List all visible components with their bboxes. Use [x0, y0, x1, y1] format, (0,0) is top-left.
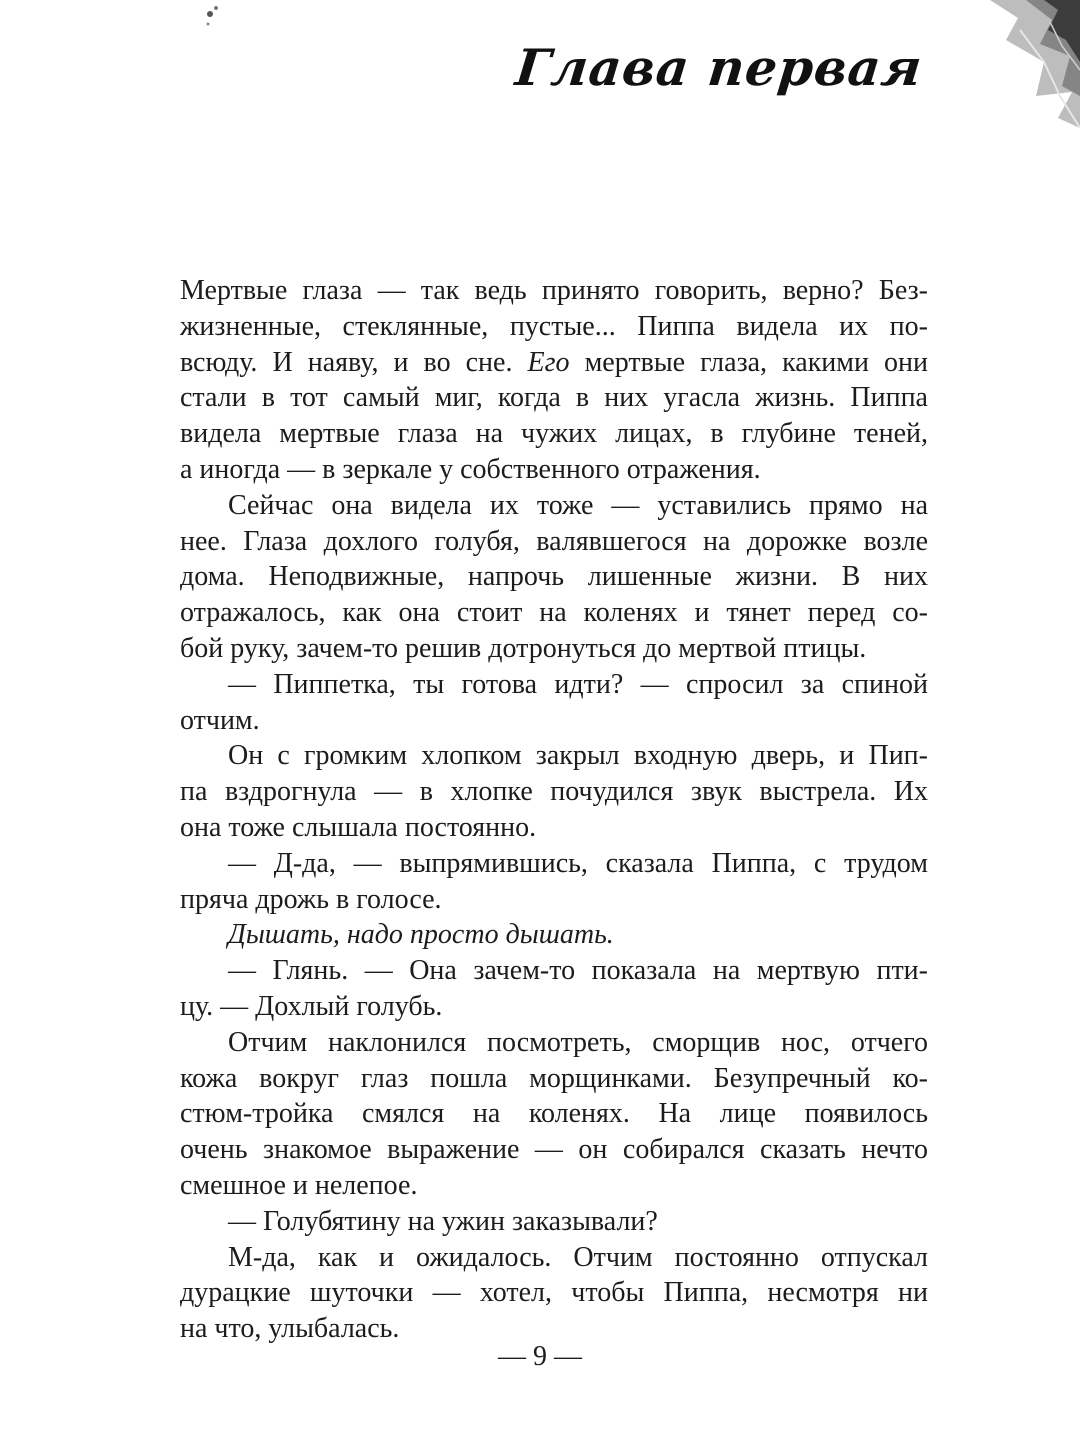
text-line: а иногда — в зеркале у собственного отражения. — [180, 453, 761, 485]
text-line: кожа вокруг глаз пошла морщинками. Безупречный ко- — [180, 1062, 928, 1094]
text-line: всюду. И наяву, и во сне. Его мертвые глаза, какими они — [180, 346, 929, 378]
text-line: Мертвые глаза — так ведь принято говорить, верно? Без- — [180, 275, 928, 306]
text-line: — Голубятину на ужин заказывали? — [228, 1205, 658, 1237]
text-line: — Пиппетка, ты готова идти? — спросил за спиной — [228, 668, 928, 700]
text-line: дурацкие шуточки — хотел, чтобы Пиппа, несмотря ни — [180, 1277, 928, 1309]
text-line: смешное и нелепое. — [180, 1169, 418, 1201]
text-line: нее. Глаза дохлого голубя, валявшегося на дорожке возле — [180, 525, 928, 557]
text-line: отчим. — [180, 704, 260, 736]
chapter-title: Глава первая — [512, 38, 926, 97]
text-line: Отчим наклонился посмотреть, сморщив нос, отчего — [228, 1026, 928, 1058]
text-line: она тоже слышала постоянно. — [180, 811, 537, 843]
text-line: видела мертвые глаза на чужих лицах, в глубине теней, — [180, 418, 928, 450]
text-line: отражалось, как она стоит на коленях и тянет перед со- — [180, 597, 928, 629]
text-line: стюм-тройка смялся на коленях. На лице появилось — [180, 1098, 928, 1130]
chapter-body — [180, 273, 928, 1347]
page-number: — 9 — — [498, 1341, 582, 1372]
text-line: дома. Неподвижные, напрочь лишенные жизни. В них — [180, 561, 928, 593]
text-line: жизненные, стеклянные, пустые... Пиппа видела их по- — [180, 310, 928, 342]
emphasis-word: Его — [527, 346, 570, 378]
text-line: на что, улыбалась. — [180, 1313, 400, 1345]
text-line: па вздрогнула — в хлопке почудился звук выстрела. Их — [180, 776, 928, 808]
text-line — [180, 917, 928, 953]
text-line: стали в тот самый миг, когда в них угасла жизнь. Пиппа — [180, 382, 928, 414]
decorative-splatter-icon — [190, 0, 230, 40]
text-line: Сейчас она видела их тоже — уставились прямо на — [228, 489, 928, 521]
text-line: М-да, как и ожидалось. Отчим постоянно отпускал — [228, 1241, 928, 1273]
text-line: очень знакомое выражение — он собирался сказать нечто — [180, 1134, 928, 1166]
text-line: пряча дрожь в голосе. — [180, 883, 442, 915]
text-line: цу. — Дохлый голубь. — [180, 990, 443, 1022]
text-line: бой руку, зачем-то решив дотронуться до мертвой птицы. — [180, 632, 867, 664]
text-line: — Д-да, — выпрямившись, сказала Пиппа, с трудом — [228, 847, 928, 879]
text-line: Он с громким хлопком закрыл входную дверь, и Пип- — [228, 740, 928, 772]
emphasis-line: Дышать, надо просто дышать. — [228, 919, 614, 951]
text-line: — Глянь. — Она зачем-то показала на мертвую пти- — [228, 955, 928, 987]
decorative-leaf-ornament-icon — [940, 0, 1080, 140]
